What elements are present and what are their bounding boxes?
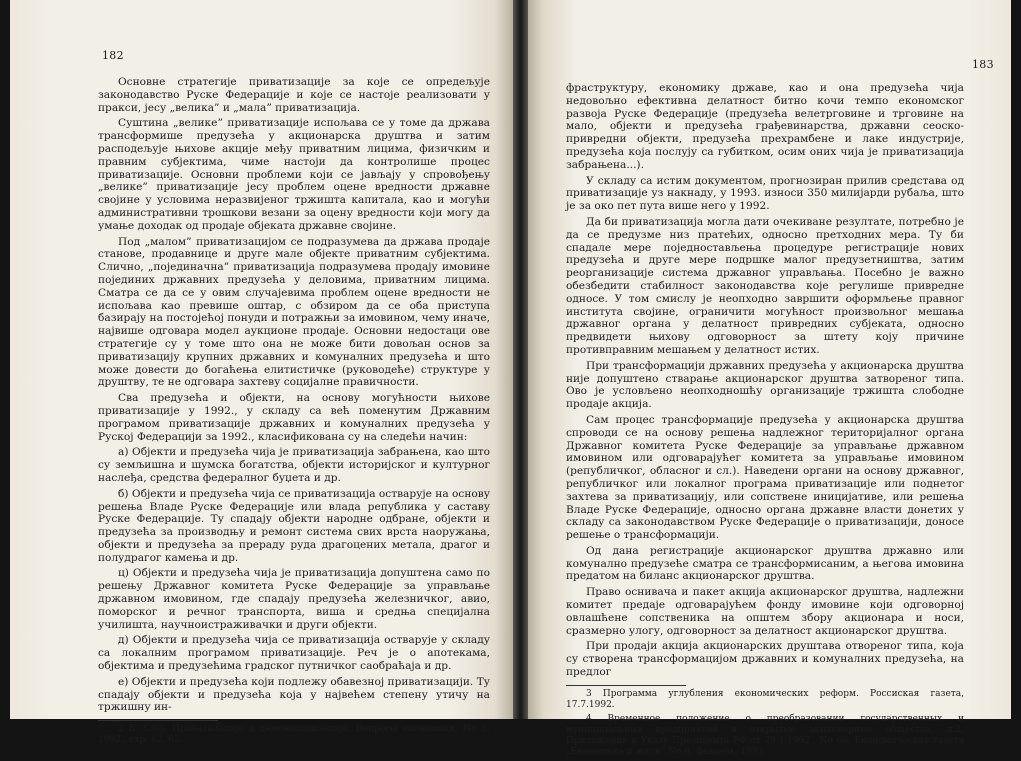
book-gutter <box>513 0 528 719</box>
paragraph: Основне стратегије приватизације за које се опредељује законодавство Руске Федерације и које се настоје реализовати у пракси, јесу „велика” и „мала” приватизација. <box>98 76 490 114</box>
page-number: 183 <box>972 58 994 71</box>
paragraph: У складу са истим документом, прогнозиран прилив средстава од приватизације уз накнаду, у 1993. износи 350 милијарди рубаља, што је за око пет пута више него у 1992. <box>566 174 964 213</box>
footnote: 2 Б. Слеј, Приватизација и демонополизација, Вопросы економики, No 3, 1992., стр. 62, 63. <box>98 724 490 746</box>
paragraph: Право оснивача и пакет акција акционарског друштва, надлежни комитет предаје одговарајућем фонду имовине који одговорној овлашћене сопственика на општем збору акционара и носи, сразмерно улогу, одговорност за делатност акционарског друштва. <box>566 586 964 637</box>
paragraph: Од дана регистрације акционарског друштва државно или комунално предузеће сматра се трансформисаним, а његова имовина предатом на биланс акционарског друштва. <box>566 544 964 583</box>
paragraph: а) Објекти и предузећа чија је приватизација забрањена, као што су земљишна и шумска богатства, објекти историјског и културног наслеђа, средства федералног буџета и др. <box>98 446 490 484</box>
paragraph: Суштина „велике” приватизације испољава се у томе да држава трансформише предузећа у акционарска друштва и затим расподељује њихове акције међу приватним лицима, физичким и правним субјектима, чиме настоји да контролише процес приватизације. Основни проблеми који се јављају у спровођењу „велике” приватизације јесу проблем оцене вредности државне својине у условима неразвијеног тржишта капитала, као и могући административни трошкови везани за оцену вредности који могу да умање доходак од продаје објеката државне својине. <box>98 117 490 232</box>
page-number: 182 <box>102 49 124 62</box>
footnote: 4 Временное положение о преобразовании государственных и муниципальных предприятий в открытые акционерные общества, п.2, Приложение к Указу Президента РФ от 29.1.1992., No 66, Економическая газета „Економика и жизн” No 8, февраль, 1992. <box>566 713 964 757</box>
right-page <box>528 0 1011 757</box>
page-body <box>566 82 964 761</box>
paragraph: Под „малом” приватизацијом се подразумева да држава продаје станове, продавнице и друге мале објекте приватним субјектима. Слично, „појединачна” приватизација подразумева продају имовине појединих државних предузећа у деловима, приватним лицима. Сматра се да се у овим случајевима проблем оцене вредности не испољава као превише оштар, с обзиром да се оба приступа базирају на постојећој понуди и потражњи за имовином, чему иначе, највише одговара модел аукционе продаје. Основни недостаци ове стратегије су у томе што она не може бити довољан основ за приватизацију крупних државних и комуналних предузећа и што може довести до богаћења елитистичке (руководеће) структуре у друштву, те не одговара захтеву социјалне правичности. <box>98 235 490 389</box>
left-page <box>10 0 513 746</box>
paragraph: Сам процес трансформације предузећа у акционарска друштва спроводи се на основу решења надлежног територијалног органа Државног комитета Руске Федерације за управљање државном имовином или одговарајућег комитета за управљање имовином (републичког, обласног и сл.). Наведени органи на основу државног, републичког или локалног програма приватизације или поднетог захтева за приватизацију, или сопствене иницијативе, или решења Владе Руске Федерације, односно органа државне власти донетих у складу са законодавством Руске Федерације о приватизацији, доносе решење о трансформацији. <box>566 413 964 542</box>
paragraph: е) Објекти и предузећа који подлежу обавезној приватизацији. Ту спадају објекти и предузећа која у највећем степену утичу на тржишну ин- <box>98 675 490 714</box>
paragraph: Да би приватизација могла дати очекиване резултате, потребно је да се предузме низ пратећих, односно претходних мера. Ту би спадале мере поједностављења процедуре регистрације нових предузећа и друге мере подршке малог предузетништва, затим реорганизације система државног управљања. Посебно је важно обезбедити стабилност законодавства које регулише привредне односе. У том смислу је неопходно завршити оформљење правног инститyта својине, ограничити могућност произвољног мешања државног органа у делатност привредних субјеката, односно предвидети њихову одговорност за штету коју причине противправним мешањем у делатност истих. <box>566 215 964 356</box>
paragraph: Сва предузећа и објекти, на основу могућности њихове приватизације у 1992., у складу са већ поменутим Државним програмом приватизације државних и комуналних предузећа у Руској Федерацији за 1992., класификована су на следећи начин: <box>98 392 490 443</box>
paragraph: ц) Објекти и предузећа чија је приватизација допуштена само по решењу Државног комитета Руске Федерације за управљање државном имовином, где спадају предузећа железничког, авио, поморског и речног транспорта, виша и средња специјална училишта, научноистраживачки и други објекти. <box>98 567 490 631</box>
paragraph: б) Објекти и предузећа чија се приватизација остварује на основу решења Владе Руске Федерације или влада република у саставу Руске Федерације. Ту спадају објекти народне одбране, објекти и предузећа за производњу и ремонт система свих врста наоружања, објекти и предузећа за прераду руда драгоцених метала, драгог и полудрагог камења и др. <box>98 487 490 564</box>
footnote-divider <box>566 685 686 686</box>
paragraph: При трансформацији државних предузећа у акционарска друштва није допуштено стварање акционарског друштва затвореног типа. Ово је условљено неопходношћу организације тржишта слободне продаје акција. <box>566 359 964 411</box>
footnote: 3 Программа углубления економических реформ. Россиская газета, 17.7.1992. <box>566 688 964 710</box>
paragraph: фраструктуру, економику државе, као и она предузећа чија недовољно ефективна делатност битно кочи темпо економског развоја Руске Федерације (предузећа велетрговине и трговине на мало, објекти и предузећа грађевинарства, државни сеоско-привредни објекти, предузећа прехрамбене и лаке индустрије, предузећа која послују са губитком, осим оних чија је приватизација забрањена...). <box>566 82 964 171</box>
paragraph: д) Објекти и предузећа чија се приватизација остварује у складу са локалним програмом приватизације. Реч је о апотекама, објектима и предузећима градског путничког саобраћаја и др. <box>98 634 490 673</box>
paragraph: При продаји акција акционарских друштава отвореног типа, која су створена трансформацијом државних и комуналних предузећа, на предлог <box>566 640 964 679</box>
footnote-divider <box>98 720 218 721</box>
page-body <box>98 76 490 749</box>
